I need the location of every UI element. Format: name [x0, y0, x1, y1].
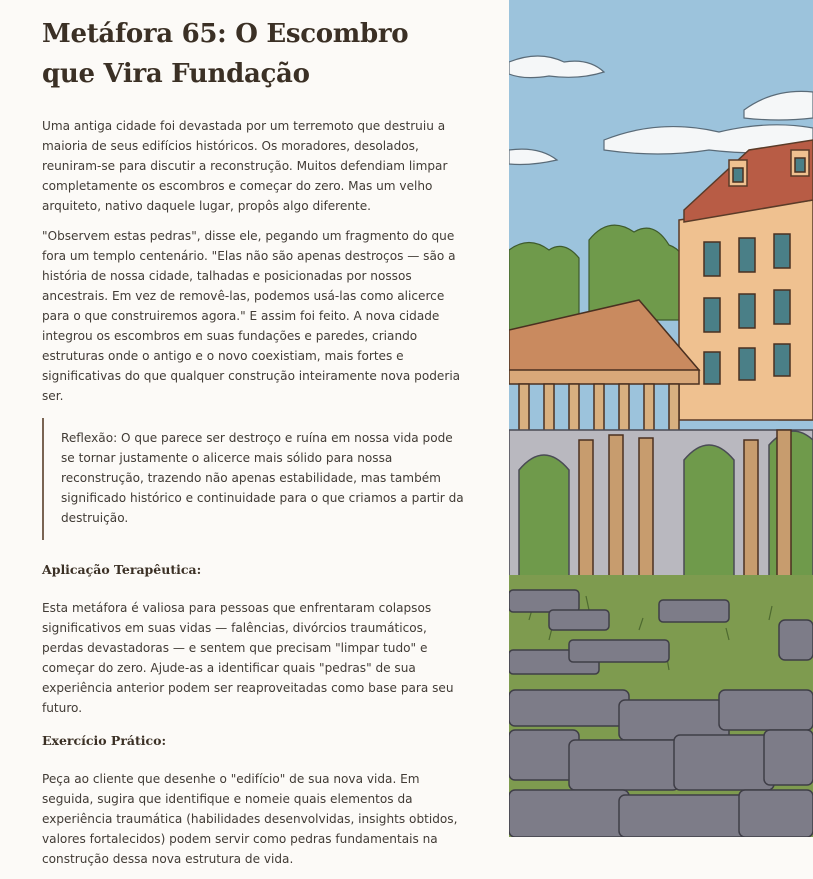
reflection-quote — [42, 418, 468, 540]
page-title: Metáfora 65: O Escombro que Vira Fundação — [42, 19, 409, 89]
exercise-text: Peça ao cliente que desenhe o "edifício" de sua nova vida. Em seguida, sugira que identifique e nomeie quais elementos da experiência traumática (habilidades desenvolvidas, insights obtidos, valores fortalecidos) podem servir como pedras fundamentais na construção dessa nova estrutura de vida. — [42, 772, 458, 866]
therapeutic-text: Esta metáfora é valiosa para pessoas que enfrentaram colapsos significativos em suas vidas — falências, divórcios traumáticos, perdas devastadoras — e sentem que precisam "limpar tudo" e começar do zero. Ajude-as a identificar quais "pedras" de sua experiência anterior podem ser reaproveitadas como base para seu futuro. — [42, 601, 454, 715]
story-paragraph-1: Uma antiga cidade foi devastada por um terremoto que destruiu a maioria de seus edifícios históricos. Os moradores, desolados, reuniram-se para discutir a reconstrução. Muitos defendiam limpar completamente os escombros e começar do zero. Mas um velho arquiteto, nativo daquele lugar, propôs algo diferente. — [42, 119, 448, 213]
reflection-text: Reflexão: O que parece ser destroço e ruína em nossa vida pode se tornar justamente o alicerce mais sólido para nossa reconstrução, trazendo não apenas estabilidade, mas também significado histórico e continuidade para o que criamos a partir da destruição. — [61, 431, 464, 525]
ruins-illustration — [509, 0, 813, 837]
story-paragraph-2: "Observem estas pedras", disse ele, pegando um fragmento do que fora um templo centenário. "Elas não são apenas destroços — são a história de nossa cidade, talhadas e posicionadas por nossos ancestrais. Em vez de removê-las, podemos usá-las como alicerce para o que construiremos agora." E assim foi feito. A nova cidade integrou os escombros em suas fundações e paredes, criando estruturas onde o antigo e o novo coexistiam, mais fortes e significativas do que qualquer construção inteiramente nova poderia ser. — [42, 229, 461, 403]
therapeutic-heading: Aplicação Terapêutica: — [42, 562, 202, 577]
article — [42, 14, 468, 879]
exercise-heading: Exercício Prático: — [42, 733, 167, 748]
